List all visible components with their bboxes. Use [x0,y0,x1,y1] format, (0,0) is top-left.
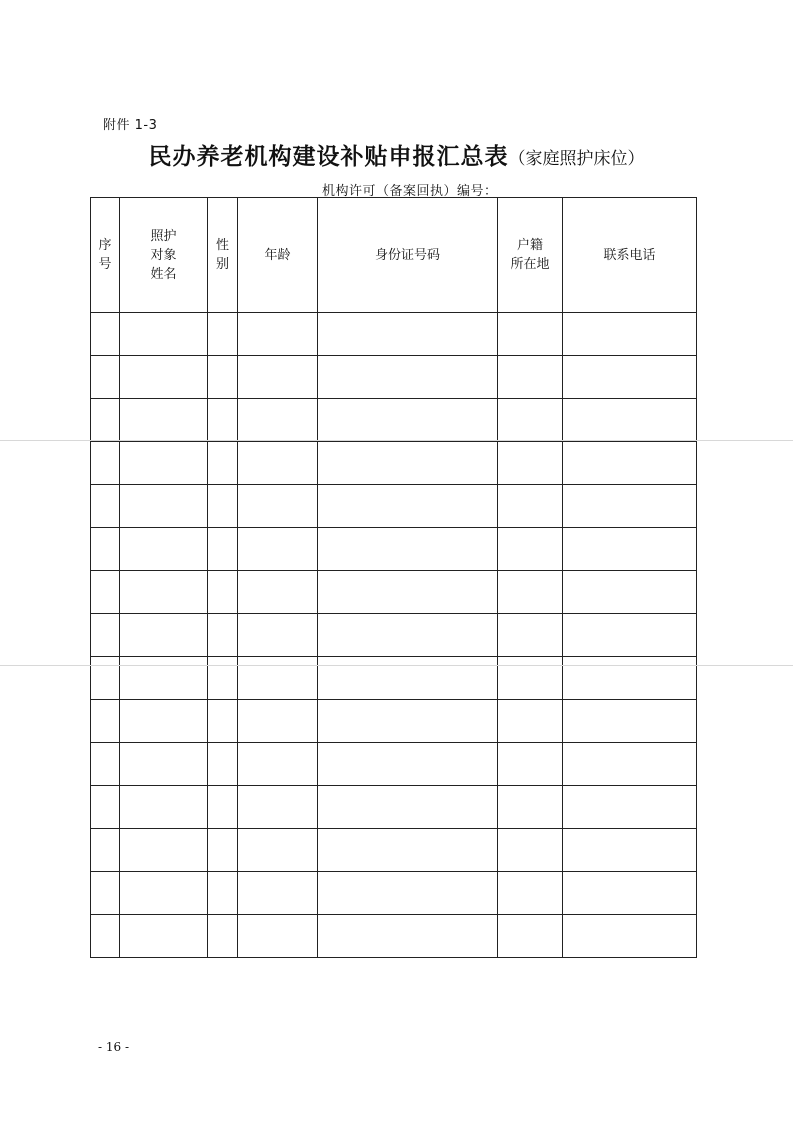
cell-care-recipient-name[interactable] [120,829,208,872]
cell-contact-phone[interactable] [563,614,697,657]
cell-contact-phone[interactable] [563,313,697,356]
cell-serial-number[interactable] [91,313,120,356]
cell-id-number[interactable] [318,614,498,657]
cell-household-registration[interactable] [498,614,563,657]
cell-age[interactable] [238,786,318,829]
cell-age[interactable] [238,657,318,700]
cell-age[interactable] [238,485,318,528]
cell-id-number[interactable] [318,442,498,485]
cell-contact-phone[interactable] [563,872,697,915]
scan-artifact-line [0,665,793,666]
cell-serial-number[interactable] [91,614,120,657]
header-age: 年龄 [238,198,318,313]
cell-serial-number[interactable] [91,528,120,571]
cell-household-registration[interactable] [498,743,563,786]
cell-serial-number[interactable] [91,356,120,399]
cell-age[interactable] [238,313,318,356]
cell-care-recipient-name[interactable] [120,700,208,743]
table-row [91,700,697,743]
cell-id-number[interactable] [318,485,498,528]
cell-contact-phone[interactable] [563,743,697,786]
cell-household-registration[interactable] [498,786,563,829]
cell-serial-number[interactable] [91,829,120,872]
header-contact-phone: 联系电话 [563,198,697,313]
cell-contact-phone[interactable] [563,485,697,528]
cell-gender[interactable] [208,700,238,743]
cell-serial-number[interactable] [91,872,120,915]
cell-age[interactable] [238,399,318,442]
cell-serial-number[interactable] [91,571,120,614]
cell-contact-phone[interactable] [563,700,697,743]
cell-gender[interactable] [208,614,238,657]
table-header-row [91,198,697,313]
cell-contact-phone[interactable] [563,442,697,485]
cell-contact-phone[interactable] [563,571,697,614]
table-row [91,743,697,786]
cell-id-number[interactable] [318,915,498,958]
cell-gender[interactable] [208,528,238,571]
table-row [91,614,697,657]
form-title [0,138,793,171]
cell-gender[interactable] [208,915,238,958]
cell-household-registration[interactable] [498,829,563,872]
cell-contact-phone[interactable] [563,399,697,442]
cell-contact-phone[interactable] [563,657,697,700]
table-row [91,313,697,356]
cell-care-recipient-name[interactable] [120,571,208,614]
table-row [91,657,697,700]
cell-age[interactable] [238,614,318,657]
cell-gender[interactable] [208,829,238,872]
table-row [91,571,697,614]
cell-serial-number[interactable] [91,915,120,958]
cell-household-registration[interactable] [498,872,563,915]
cell-gender[interactable] [208,571,238,614]
header-gender: 性 别 [208,198,238,313]
cell-household-registration[interactable] [498,356,563,399]
header-id-number: 身份证号码 [318,198,498,313]
table-row [91,829,697,872]
cell-age[interactable] [238,528,318,571]
cell-id-number[interactable] [318,786,498,829]
cell-id-number[interactable] [318,399,498,442]
cell-age[interactable] [238,743,318,786]
cell-age[interactable] [238,700,318,743]
table-row [91,356,697,399]
cell-serial-number[interactable] [91,786,120,829]
cell-care-recipient-name[interactable] [120,786,208,829]
cell-gender[interactable] [208,743,238,786]
page-number: - 16 - [98,1040,130,1054]
cell-gender[interactable] [208,399,238,442]
cell-age[interactable] [238,872,318,915]
cell-household-registration[interactable] [498,700,563,743]
form-title-sub: （家庭照护床位） [508,149,645,169]
cell-household-registration[interactable] [498,571,563,614]
cell-household-registration[interactable] [498,528,563,571]
header-household-registration: 户籍 所在地 [498,198,563,313]
cell-gender[interactable] [208,786,238,829]
attachment-label: 附件 1-3 [103,118,158,133]
cell-id-number[interactable] [318,872,498,915]
cell-household-registration[interactable] [498,915,563,958]
cell-id-number[interactable] [318,700,498,743]
cell-care-recipient-name[interactable] [120,485,208,528]
cell-serial-number[interactable] [91,485,120,528]
cell-gender[interactable] [208,657,238,700]
cell-household-registration[interactable] [498,485,563,528]
table-row [91,872,697,915]
cell-care-recipient-name[interactable] [120,657,208,700]
cell-age[interactable] [238,356,318,399]
cell-id-number[interactable] [318,313,498,356]
cell-care-recipient-name[interactable] [120,313,208,356]
cell-serial-number[interactable] [91,743,120,786]
table-row [91,915,697,958]
cell-care-recipient-name[interactable] [120,743,208,786]
cell-serial-number[interactable] [91,442,120,485]
cell-household-registration[interactable] [498,657,563,700]
cell-care-recipient-name[interactable] [120,399,208,442]
cell-serial-number[interactable] [91,700,120,743]
cell-contact-phone[interactable] [563,915,697,958]
cell-care-recipient-name[interactable] [120,915,208,958]
form-title-main: 民办养老机构建设补贴申报汇总表 [148,143,509,170]
cell-id-number[interactable] [318,571,498,614]
table-row [91,485,697,528]
cell-gender[interactable] [208,313,238,356]
cell-contact-phone[interactable] [563,786,697,829]
cell-household-registration[interactable] [498,399,563,442]
cell-serial-number[interactable] [91,657,120,700]
cell-id-number[interactable] [318,829,498,872]
table-body [91,313,697,958]
cell-household-registration[interactable] [498,442,563,485]
cell-care-recipient-name[interactable] [120,872,208,915]
cell-contact-phone[interactable] [563,356,697,399]
summary-table [90,197,697,958]
cell-gender[interactable] [208,356,238,399]
cell-care-recipient-name[interactable] [120,442,208,485]
cell-gender[interactable] [208,442,238,485]
cell-id-number[interactable] [318,657,498,700]
cell-contact-phone[interactable] [563,829,697,872]
table-row [91,786,697,829]
license-number-line: 机构许可（备案回执）编号： [322,184,498,199]
cell-care-recipient-name[interactable] [120,614,208,657]
cell-contact-phone[interactable] [563,528,697,571]
cell-id-number[interactable] [318,528,498,571]
cell-id-number[interactable] [318,743,498,786]
cell-id-number[interactable] [318,356,498,399]
cell-household-registration[interactable] [498,313,563,356]
cell-care-recipient-name[interactable] [120,528,208,571]
table-row [91,528,697,571]
cell-gender[interactable] [208,872,238,915]
cell-age[interactable] [238,442,318,485]
cell-age[interactable] [238,571,318,614]
scan-artifact-line [0,440,793,441]
table-row [91,399,697,442]
header-serial-number: 序 号 [91,198,120,313]
header-care-recipient-name: 照护 对象 姓名 [120,198,208,313]
table-row [91,442,697,485]
cell-serial-number[interactable] [91,399,120,442]
cell-age[interactable] [238,915,318,958]
cell-gender[interactable] [208,485,238,528]
cell-care-recipient-name[interactable] [120,356,208,399]
cell-age[interactable] [238,829,318,872]
